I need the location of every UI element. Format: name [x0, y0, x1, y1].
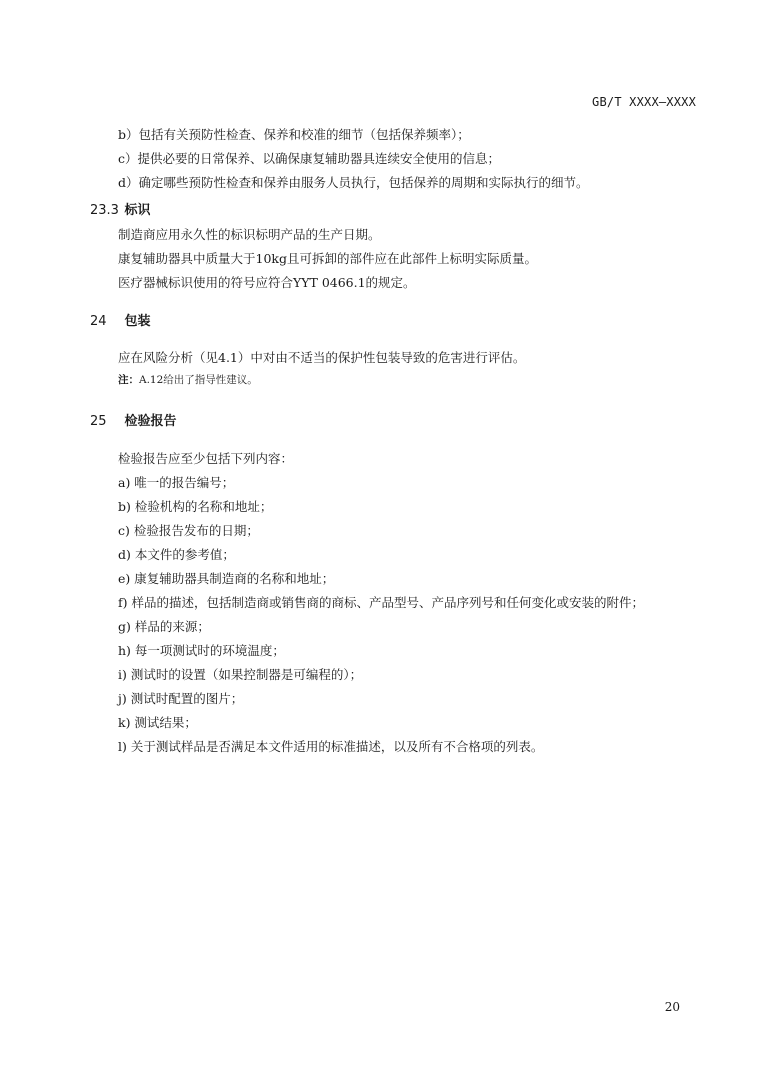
doc-code: GB/T XXXX—XXXX — [592, 95, 696, 109]
list-item: k) 测试结果； — [118, 715, 197, 730]
paragraph: 制造商应用永久性的标识标明产品的生产日期。 — [118, 227, 381, 242]
section-title: 检验报告 — [124, 414, 177, 429]
list-item: l) 关于测试样品是否满足本文件适用的标准描述，以及所有不合格项的列表。 — [118, 739, 544, 754]
section-heading-24 — [90, 310, 151, 329]
list-item-b: b）包括有关预防性检查、保养和校准的细节（包括保养频率）； — [118, 127, 470, 142]
section-number: 24 — [90, 314, 107, 329]
list-item: d) 本文件的参考值； — [118, 547, 235, 562]
section-heading-25 — [90, 410, 177, 429]
list-item: g) 样品的来源； — [118, 619, 210, 634]
section-title: 标识 — [124, 203, 151, 218]
section-number: 25 — [90, 414, 107, 429]
section-number: 23.3 — [90, 203, 119, 218]
list-item-d: d）确定哪些预防性检查和保养由服务人员执行，包括保养的周期和实际执行的细节。 — [118, 175, 589, 190]
list-item-c: c）提供必要的日常保养、以确保康复辅助器具连续安全使用的信息； — [118, 151, 501, 166]
list-item: i) 测试时的设置（如果控制器是可编程的）； — [118, 667, 363, 682]
note — [118, 372, 258, 387]
list-item: h) 每一项测试时的环境温度； — [118, 643, 285, 658]
list-item: a) 唯一的报告编号； — [118, 475, 235, 490]
paragraph: 医疗器械标识使用的符号应符合YYT 0466.1的规定。 — [118, 275, 416, 290]
page-number: 20 — [664, 1000, 680, 1014]
note-text: A.12给出了指导性建议。 — [139, 374, 258, 386]
list-item: c) 检验报告发布的日期； — [118, 523, 259, 538]
section-title: 包装 — [124, 314, 151, 329]
list-item: b) 检验机构的名称和地址； — [118, 499, 273, 514]
paragraph: 康复辅助器具中质量大于10kg且可拆卸的部件应在此部件上标明实际质量。 — [118, 251, 537, 266]
list-item: j) 测试时配置的图片； — [118, 691, 244, 706]
list-item: e) 康复辅助器具制造商的名称和地址； — [118, 571, 335, 586]
section-heading-23-3 — [90, 199, 151, 218]
paragraph: 检验报告应至少包括下列内容： — [118, 451, 294, 466]
paragraph: 应在风险分析（见4.1）中对由不适当的保护性包装导致的危害进行评估。 — [118, 350, 526, 365]
list-item: f) 样品的描述，包括制造商或销售商的商标、产品型号、产品序列号和任何变化或安装的附件； — [118, 595, 644, 610]
note-label: 注： — [118, 374, 139, 386]
